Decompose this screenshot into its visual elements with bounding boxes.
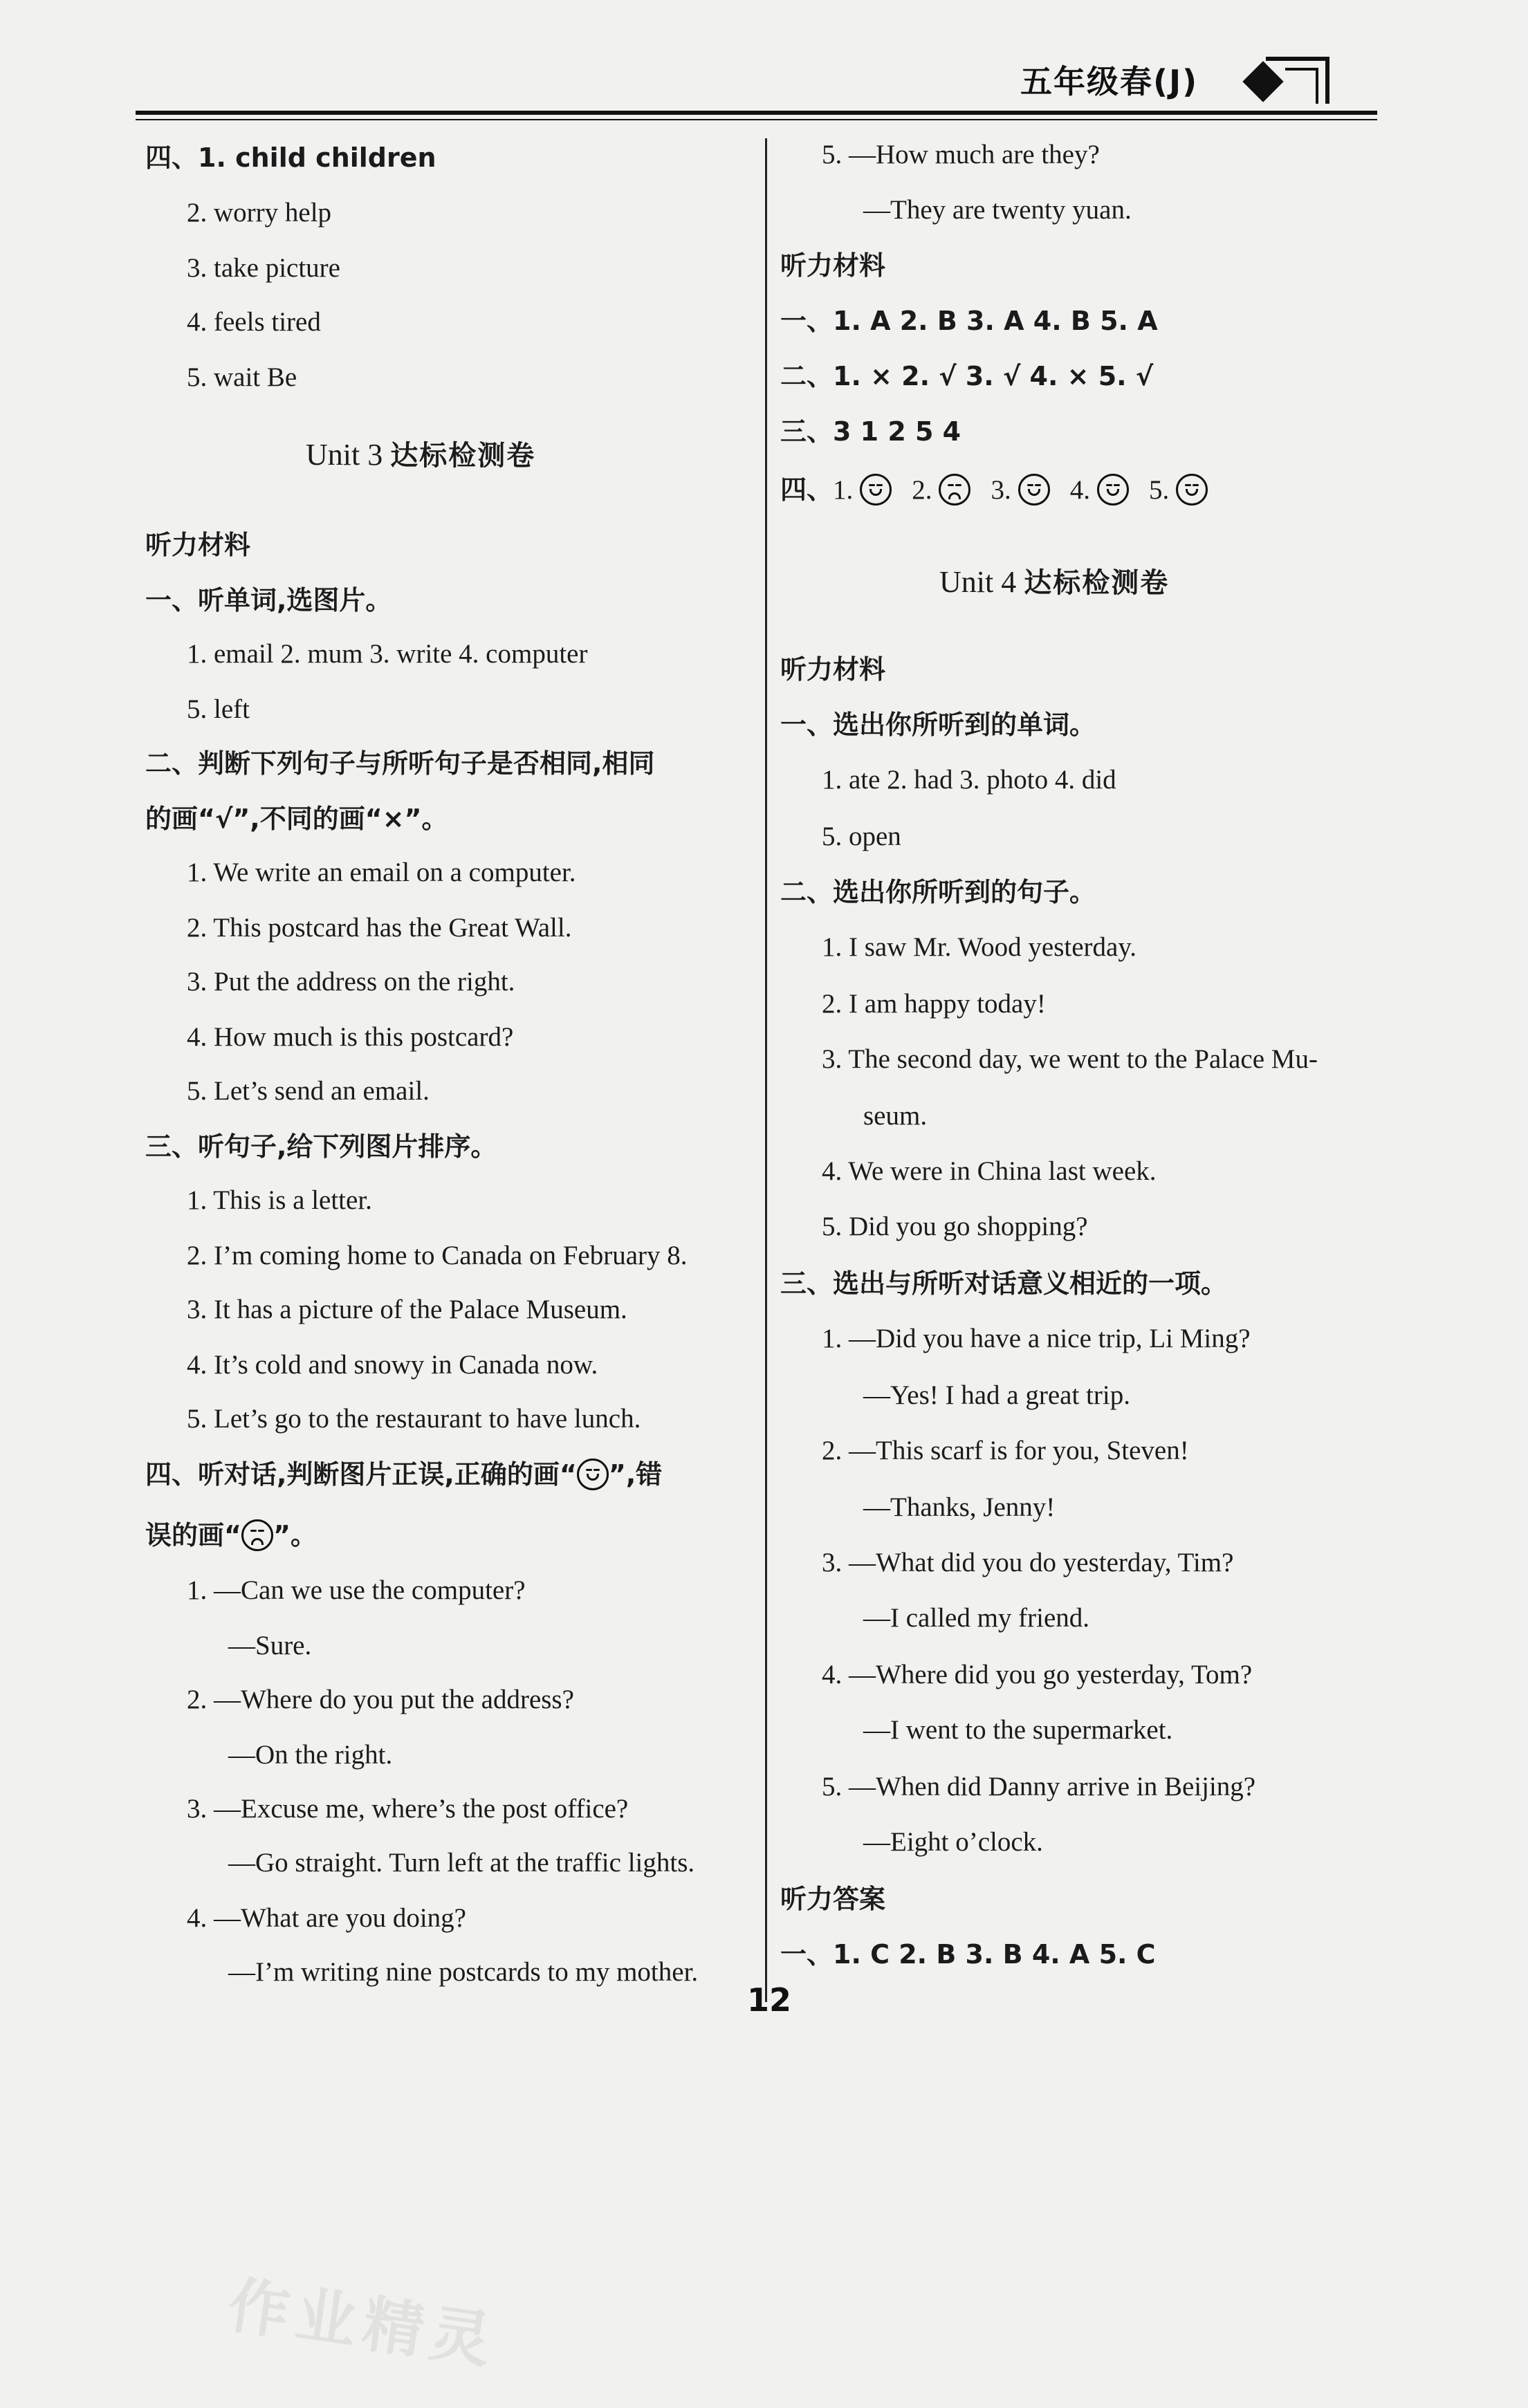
dialogue-line: 4. —What are you doing? xyxy=(187,1903,466,1933)
dialogue-line: —Sure. xyxy=(228,1631,312,1660)
answer-row-3: 三、3 1 2 5 4 xyxy=(780,416,961,447)
listening-material-heading: 听力材料 xyxy=(780,654,886,685)
dialogue-line: —Yes! I had a great trip. xyxy=(863,1380,1130,1410)
dialogue-line: 1. —Can we use the computer? xyxy=(187,1575,526,1605)
part-2-sentence: 3. Put the address on the right. xyxy=(187,967,515,997)
answer-row-1: 一、1. A 2. B 3. A 4. B 5. A xyxy=(780,306,1158,336)
q3-heading: 三、选出与所听对话意义相近的一项。 xyxy=(780,1268,1228,1299)
part-2-sentence: 1. We write an email on a computer. xyxy=(187,858,576,887)
part-2-sentence: 5. Let’s send an email. xyxy=(187,1076,430,1106)
part-3-sentence: 4. It’s cold and snowy in Canada now. xyxy=(187,1350,598,1380)
answers-heading: 听力答案 xyxy=(780,1884,886,1914)
dialogue-line: 1. —Did you have a nice trip, Li Ming? xyxy=(822,1324,1251,1353)
answer-row-4: 四、1. 2. 3. 4. 5. xyxy=(780,470,1208,509)
sad-face-icon xyxy=(241,1519,273,1551)
answer-row-2: 二、1. × 2. √ 3. √ 4. × 5. √ xyxy=(780,361,1154,391)
sad-face-icon xyxy=(939,474,970,506)
smiley-face-icon xyxy=(860,474,892,506)
header-rule xyxy=(136,111,1377,115)
part-3-sentence: 1. This is a letter. xyxy=(187,1185,372,1215)
part-3-sentence: 3. It has a picture of the Palace Museum. xyxy=(187,1295,627,1324)
header-rule-thin xyxy=(136,119,1377,120)
dialogue-line: 3. —What did you do yesterday, Tim? xyxy=(822,1548,1234,1577)
part-3-sentence: 2. I’m coming home to Canada on February 8. xyxy=(187,1241,688,1270)
dialogue-line: —They are twenty yuan. xyxy=(863,195,1132,225)
dialogue-line: —I called my friend. xyxy=(863,1603,1090,1633)
listening-material-heading: 听力材料 xyxy=(145,530,251,560)
dialogue-line: —On the right. xyxy=(228,1740,393,1770)
q2-sentence: 3. The second day, we went to the Palace Mu- xyxy=(822,1044,1318,1074)
part-2-sentence: 2. This postcard has the Great Wall. xyxy=(187,913,572,943)
dialogue-line: 4. —Where did you go yesterday, Tom? xyxy=(822,1660,1253,1689)
q2-sentence: 5. Did you go shopping? xyxy=(822,1212,1088,1241)
smiley-face-icon xyxy=(577,1458,609,1490)
q1-heading: 一、选出你所听到的单词。 xyxy=(780,710,1096,740)
section-4-answer: 4. feels tired xyxy=(187,307,321,337)
dialogue-line: —I’m writing nine postcards to my mother. xyxy=(228,1957,699,1987)
unit-4-title: Unit 4 达标检测卷 xyxy=(939,565,1170,599)
dialogue-line: 3. —Excuse me, where’s the post office? xyxy=(187,1794,629,1824)
q2-sentence: 1. I saw Mr. Wood yesterday. xyxy=(822,932,1137,962)
q2-sentence: 4. We were in China last week. xyxy=(822,1156,1157,1186)
part-3-heading: 三、听句子,给下列图片排序。 xyxy=(145,1131,497,1162)
dialogue-line: —Eight o’clock. xyxy=(863,1827,1043,1857)
part-2-heading-cont: 的画“√”,不同的画“×”。 xyxy=(145,804,448,834)
corner-bracket-inner-icon xyxy=(1285,68,1318,104)
dialogue-line: 5. —How much are they? xyxy=(822,140,1100,169)
part-1-words: 1. email 2. mum 3. write 4. computer xyxy=(187,639,588,669)
unit-3-title: Unit 3 达标检测卷 xyxy=(306,438,536,472)
dialogue-line: —I went to the supermarket. xyxy=(863,1715,1173,1745)
q2-sentence: 2. I am happy today! xyxy=(822,989,1046,1019)
dialogue-line: 5. —When did Danny arrive in Beijing? xyxy=(822,1772,1256,1802)
page-number: 12 xyxy=(747,1981,792,2019)
q2-sentence-cont: seum. xyxy=(863,1101,928,1131)
section-4-answer: 2. worry help xyxy=(187,198,332,228)
part-4-heading-cont: 误的画“ ”。 xyxy=(145,1520,317,1550)
q1-words: 5. open xyxy=(822,822,901,851)
section-4-answer-1: 四、1. child children xyxy=(145,142,436,173)
dialogue-line: 2. —Where do you put the address? xyxy=(187,1685,574,1714)
column-divider xyxy=(765,138,767,2002)
part-3-sentence: 5. Let’s go to the restaurant to have lunch. xyxy=(187,1404,641,1434)
section-4-answer: 5. wait Be xyxy=(187,362,297,392)
smiley-face-icon xyxy=(1018,474,1050,506)
part-4-heading: 四、听对话,判断图片正误,正确的画“ ”,错 xyxy=(145,1459,663,1490)
smiley-face-icon xyxy=(1097,474,1129,506)
watermark: 作业精灵 xyxy=(223,2269,503,2378)
section-4-answer: 3. take picture xyxy=(187,253,340,283)
part-1-words: 5. left xyxy=(187,694,250,724)
listening-material-heading: 听力材料 xyxy=(780,250,886,281)
dialogue-line: —Thanks, Jenny! xyxy=(863,1492,1056,1522)
part-2-sentence: 4. How much is this postcard? xyxy=(187,1022,514,1052)
dialogue-line: 2. —This scarf is for you, Steven! xyxy=(822,1436,1189,1465)
answers-row: 一、1. C 2. B 3. B 4. A 5. C xyxy=(780,1939,1156,1970)
dialogue-line: —Go straight. Turn left at the traffic lights. xyxy=(228,1848,695,1878)
smiley-face-icon xyxy=(1176,474,1208,506)
header-title: 五年级春(J) xyxy=(1020,63,1199,100)
part-2-heading: 二、判断下列句子与所听句子是否相同,相同 xyxy=(145,748,655,779)
q1-words: 1. ate 2. had 3. photo 4. did xyxy=(822,765,1116,795)
q2-heading: 二、选出你所听到的句子。 xyxy=(780,877,1096,907)
part-1-heading: 一、听单词,选图片。 xyxy=(145,585,392,615)
